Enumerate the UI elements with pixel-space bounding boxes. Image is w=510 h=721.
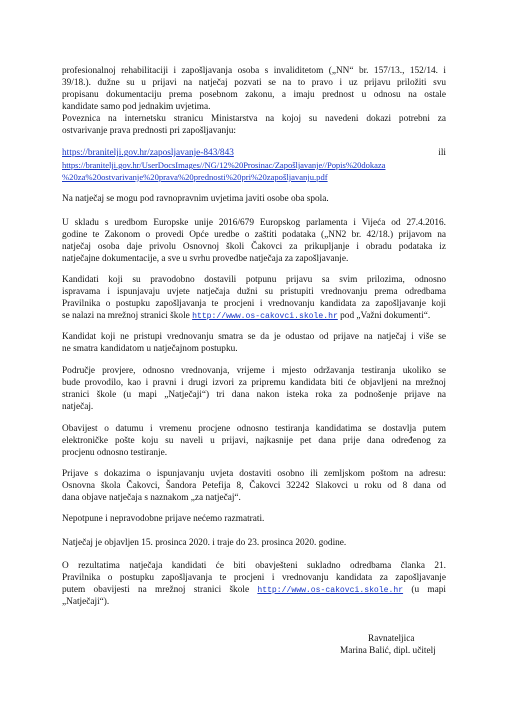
school-website-link-2[interactable]: http://www.os-cakovci.skole.hr <box>257 585 404 595</box>
text-fragment: (u mapi <box>403 584 446 595</box>
text-line: godine te Zakonom o provedi Opće uredbe o zaštiti podataka („NN2 br. 42/18.) prijavom na <box>62 229 446 240</box>
text-line: ostvarivanje prava prednosti pri zapošljavanju: <box>62 125 237 136</box>
text-line: stranici škole (u mapi „Natječaji“) tri dana nakon isteka roka za podnošenje prijave na <box>62 389 446 400</box>
paragraph-gdpr <box>62 218 446 266</box>
text-line: U skladu s uredbom Europske unije 2016/679 Europskog parlamenta i Vijeća od 27.4.2016. <box>62 218 446 228</box>
text-line: procjenu odnosno testiranje. <box>62 447 168 458</box>
text-line: natječaj osoba daje privolu Osnovnoj školi Čakovci za prikupljanje i obradu podataka iz <box>62 241 446 252</box>
paragraph-incomplete-applications <box>62 514 446 526</box>
text-line: Osnovna škola Čakovci, Šandora Petefija 8, Čakovci 32242 Slakovci u roku od 8 dana od <box>62 480 446 491</box>
text-line: Prijave s dokazima o ispunjavanju uvjeta dostaviti osobno ili zemljskom poštom na adresu: <box>62 469 446 479</box>
text-line: Obavijest o datumu i vremenu procjene odnosno testiranja kandidatima se dostavlja putem <box>62 424 446 434</box>
text-line: dana objave natječaja s naznakom „za natječaj“. <box>62 492 241 503</box>
text-line: ispravama i ispunjavaju uvjete natječaja dužni su pristupiti vrednovanju prema odredbama <box>62 286 446 297</box>
paragraph-publication-dates <box>62 538 446 550</box>
signature-title: Ravnateljica <box>368 634 415 644</box>
text-line: Pravilnika o postupku zapošljavanja te procjeni i vrednovanju kandidata za zapošljavanje koji <box>62 298 446 309</box>
text-line: „Natječaji“). <box>62 596 110 607</box>
text-fragment: putem obavijesti na mrežnoj stranici škole <box>62 584 258 595</box>
paragraph-evaluation <box>62 275 446 323</box>
school-website-link[interactable]: http://www.os-cakovci.skole.hr <box>192 311 338 321</box>
text-line: elektroničke pošte koju su naveli u prijavi, najkasnije pet dana prije dana određenog za <box>62 435 446 446</box>
text-line: 39/18.). dužne su u prijavi na natječaj pozvati se na to pravo i uz prijavu priložiti svu <box>62 77 446 88</box>
text-line: natječajne dokumentacije, a sve u svrhu provedbe natječaja za zapošljavanje. <box>62 253 349 264</box>
paragraph-ministry-link-intro <box>62 114 446 138</box>
signature-name: Marina Balić, dipl. učitelj <box>340 646 436 656</box>
paragraph-testing-area <box>62 366 446 414</box>
paragraph-submission-address <box>62 469 446 505</box>
text-line: Poveznica na internetsku stranicu Ministarstva na kojoj su navedeni dokazi potrebni za <box>62 114 446 124</box>
text-line: Pravilnika o postupku zapošljavanja te procjeni i vrednovanju kandidata za zapošljavanje <box>62 572 446 583</box>
text-line: bude provodilo, kao i pravni i drugi izvori za pripremu kandidata biti će objavljeni na mrežnoj <box>62 377 446 388</box>
text-line: Kandidat koji ne pristupi vrednovanju smatra se da je odustao od prijave na natječaj i više se <box>62 332 446 342</box>
paragraph-withdrawal <box>62 332 446 356</box>
text-line: Područje provjere, odnosno vrednovanja, vrijeme i mjesto održavanja testiranja ukoliko se <box>62 366 446 376</box>
text-line: Nepotpune i nepravodobne prijave nećemo razmatrati. <box>62 514 265 524</box>
or-text: ili <box>438 148 446 158</box>
paragraph-disability-rights <box>62 66 446 114</box>
text-fragment: pod „Važni dokumenti“. <box>337 310 431 321</box>
text-line: ne smatra kandidatom u natječajnom postupku. <box>62 343 238 354</box>
ministry-link-2-line1[interactable]: https://branitelji.gov.hr/UserDocsImages//NG/12%20Prosinac/Zapošljavanje//Popis%20dokaza <box>62 159 386 170</box>
text-line: natječaj. <box>62 401 94 412</box>
text-line: O rezultatima natječaja kandidati će biti obavješteni sukladno odredbama članka 21. <box>62 561 446 571</box>
text-line: Na natječaj se mogu pod ravnopravnim uvjetima javiti osobe oba spola. <box>62 194 329 204</box>
text-fragment: se nalazi na mrežnoj stranici škole <box>62 310 193 321</box>
paragraph-testing-notice <box>62 424 446 460</box>
text-line: propisanu dokumentaciju prema posebnom zakonu, a imaju prednost u odnosu na ostale <box>62 89 446 100</box>
text-line: Kandidati koji su pravodobno dostavili potpunu prijavu sa svim prilozima, odnosno <box>62 275 446 285</box>
text-line: kandidate samo pod jednakim uvjetima. <box>62 101 211 112</box>
text-line: Natječaj je objavljen 15. prosinca 2020. i traje do 23. prosinca 2020. godine. <box>62 538 347 548</box>
ministry-link-2-line2[interactable]: %20za%20ostvarivanje%20prava%20prednosti%20pri%20zapošljavanju.pdf <box>62 171 328 182</box>
paragraph-results-notice <box>62 561 446 609</box>
ministry-link-1[interactable]: https://branitelji.gov.hr/zaposljavanje-843/843 <box>62 148 234 158</box>
paragraph-equal-opportunity <box>62 194 446 206</box>
ministry-links <box>62 148 446 184</box>
text-line: profesionalnoj rehabilitaciji i zapošljavanja osoba s invaliditetom („NN“ br. 157/13., 152/14. i <box>62 66 446 76</box>
